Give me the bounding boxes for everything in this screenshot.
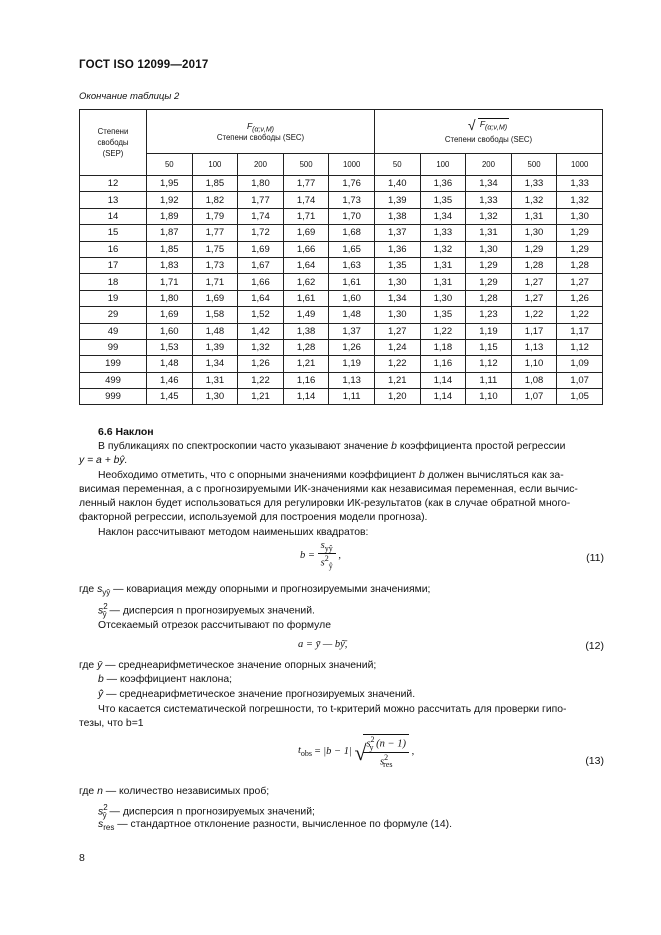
sec-column-header: 500 (283, 154, 329, 176)
value-cell: 1,17 (557, 323, 603, 339)
value-cell: 1,48 (192, 323, 238, 339)
value-cell: 1,17 (511, 323, 557, 339)
paragraph-1-formula: y = a + bŷ. (79, 455, 128, 466)
value-cell: 1,36 (420, 176, 466, 192)
value-cell: 1,34 (420, 208, 466, 224)
value-cell: 1,32 (511, 192, 557, 208)
value-cell: 1,11 (466, 372, 512, 388)
table-row (80, 323, 603, 339)
value-cell: 1,75 (192, 241, 238, 257)
value-cell: 1,48 (147, 356, 193, 372)
value-cell: 1,16 (420, 356, 466, 372)
value-cell: 1,31 (420, 274, 466, 290)
value-cell: 1,82 (192, 192, 238, 208)
value-cell: 1,21 (374, 372, 420, 388)
value-cell: 1,29 (557, 241, 603, 257)
value-cell: 1,14 (420, 389, 466, 405)
sep-cell: 199 (80, 356, 147, 372)
value-cell: 1,21 (238, 389, 284, 405)
value-cell: 1,73 (329, 192, 375, 208)
value-cell: 1,64 (238, 290, 284, 306)
group1-label: Степени свободы (SEC) (216, 133, 305, 143)
value-cell: 1,70 (329, 208, 375, 224)
group2-label: Степени свободы (SEC) (444, 134, 533, 144)
table-row (80, 389, 603, 405)
value-cell: 1,85 (192, 176, 238, 192)
paragraph-4: Отсекаемый отрезок рассчитывают по формуле (98, 620, 331, 631)
value-cell: 1,34 (192, 356, 238, 372)
value-cell: 1,77 (283, 176, 329, 192)
value-cell: 1,29 (511, 241, 557, 257)
sep-cell: 19 (80, 290, 147, 306)
value-cell: 1,19 (466, 323, 512, 339)
value-cell: 1,85 (147, 241, 193, 257)
value-cell: 1,35 (420, 307, 466, 323)
value-cell: 1,77 (192, 225, 238, 241)
where-4: b — коэффициент наклона; (98, 674, 233, 685)
table-caption: Окончание таблицы 2 (79, 91, 180, 102)
section-heading: 6.6 Наклон (98, 426, 154, 438)
value-cell: 1,11 (329, 389, 375, 405)
value-cell: 1,60 (147, 323, 193, 339)
paragraph-3: Наклон рассчитывают методом наименьших квадратов: (98, 527, 369, 538)
value-cell: 1,35 (420, 192, 466, 208)
value-cell: 1,08 (511, 372, 557, 388)
value-cell: 1,39 (192, 339, 238, 355)
table-row (80, 307, 603, 323)
value-cell: 1,32 (557, 192, 603, 208)
value-cell: 1,38 (283, 323, 329, 339)
where-2: $s^2_ŷ$ — дисперсия n прогнозируемых значений. (98, 602, 315, 619)
equation-11-number: (11) (586, 552, 604, 564)
value-cell: 1,37 (374, 225, 420, 241)
sep-cell: 17 (80, 257, 147, 273)
value-cell: 1,58 (192, 307, 238, 323)
sec-column-header: 50 (374, 154, 420, 176)
paragraph-5-line1: Что касается систематической погрешности, то t-критерий можно рассчитать для проверки гипо- (98, 704, 567, 715)
sec-column-header: 1000 (557, 154, 603, 176)
table-row (80, 339, 603, 355)
value-cell: 1,28 (283, 339, 329, 355)
value-cell: 1,71 (192, 274, 238, 290)
value-cell: 1,31 (420, 257, 466, 273)
value-cell: 1,95 (147, 176, 193, 192)
value-cell: 1,89 (147, 208, 193, 224)
value-cell: 1,33 (466, 192, 512, 208)
value-cell: 1,65 (329, 241, 375, 257)
value-cell: 1,33 (557, 176, 603, 192)
document-title: ГОСТ ISO 12099—2017 (79, 59, 209, 71)
sep-cell: 16 (80, 241, 147, 257)
value-cell: 1,05 (557, 389, 603, 405)
value-cell: 1,64 (283, 257, 329, 273)
where-6: где n — количество независимых проб; (79, 786, 270, 797)
equation-13-number: (13) (585, 755, 604, 767)
value-cell: 1,14 (283, 389, 329, 405)
page-number: 8 (79, 852, 85, 864)
table-row (80, 192, 603, 208)
sep-cell: 15 (80, 225, 147, 241)
value-cell: 1,46 (147, 372, 193, 388)
where-3: где ȳ — среднеарифметическое значение опорных значений; (79, 660, 377, 671)
value-cell: 1,07 (511, 389, 557, 405)
value-cell: 1,28 (511, 257, 557, 273)
value-cell: 1,39 (374, 192, 420, 208)
value-cell: 1,52 (238, 307, 284, 323)
f-distribution-table (79, 109, 603, 405)
value-cell: 1,69 (147, 307, 193, 323)
where-1: где $s_{yŷ}$ — ковариация между опорными и прогнозируемыми значениями; (79, 584, 431, 598)
value-cell: 1,30 (557, 208, 603, 224)
equation-13-sqrt: √ $\frac{s^2_y (n - 1)}{s^2_{res}}$ (354, 734, 409, 769)
sec-column-header: 100 (420, 154, 466, 176)
value-cell: 1,45 (147, 389, 193, 405)
value-cell: 1,22 (238, 372, 284, 388)
where-7: $s^2_ŷ$ — дисперсия n прогнозируемых значений; (98, 803, 315, 820)
value-cell: 1,15 (466, 339, 512, 355)
value-cell: 1,27 (374, 323, 420, 339)
group2-symbol (375, 119, 602, 132)
value-cell: 1,30 (374, 307, 420, 323)
value-cell: 1,62 (283, 274, 329, 290)
value-cell: 1,92 (147, 192, 193, 208)
value-cell: 1,80 (147, 290, 193, 306)
value-cell: 1,27 (511, 274, 557, 290)
value-cell: 1,12 (557, 339, 603, 355)
table-row (80, 176, 603, 192)
sep-cell: 49 (80, 323, 147, 339)
value-cell: 1,53 (147, 339, 193, 355)
value-cell: 1,09 (557, 356, 603, 372)
value-cell: 1,77 (238, 192, 284, 208)
sec-column-header: 200 (238, 154, 284, 176)
group1-symbol: $F_{(\alpha;\nu,M)}$ (246, 120, 275, 134)
value-cell: 1,42 (238, 323, 284, 339)
value-cell: 1,73 (192, 257, 238, 273)
value-cell: 1,22 (420, 323, 466, 339)
value-cell: 1,12 (466, 356, 512, 372)
value-cell: 1,22 (511, 307, 557, 323)
value-cell: 1,18 (420, 339, 466, 355)
paragraph-2-line3: ленный наклон будет использоваться для регулировки ИК-результатов (как в случае обратной много- (79, 498, 571, 509)
value-cell: 1,61 (283, 290, 329, 306)
paragraph-2-line2: висимая переменная, а с прогнозируемыми ИК-значениями как независимая переменная, если вычис- (79, 484, 578, 495)
value-cell: 1,33 (511, 176, 557, 192)
value-cell: 1,13 (511, 339, 557, 355)
table-row (80, 225, 603, 241)
value-cell: 1,33 (420, 225, 466, 241)
value-cell: 1,19 (329, 356, 375, 372)
value-cell: 1,27 (511, 290, 557, 306)
row-header-label: Степени свободы (SEP) (97, 127, 129, 158)
value-cell: 1,34 (466, 176, 512, 192)
value-cell: 1,69 (192, 290, 238, 306)
value-cell: 1,71 (147, 274, 193, 290)
table-row (80, 241, 603, 257)
value-cell: 1,38 (374, 208, 420, 224)
value-cell: 1,27 (557, 274, 603, 290)
value-cell: 1,69 (283, 225, 329, 241)
table-row (80, 372, 603, 388)
value-cell: 1,16 (283, 372, 329, 388)
value-cell: 1,74 (238, 208, 284, 224)
equation-11: b = $\frac{s_{yŷ}}{s^2_ŷ}$ , (300, 540, 341, 571)
value-cell: 1,36 (374, 241, 420, 257)
equation-11-fraction: $\frac{s_{yŷ}}{s^2_ŷ}$ (318, 540, 336, 571)
value-cell: 1,49 (283, 307, 329, 323)
value-cell: 1,79 (192, 208, 238, 224)
equation-12-number: (12) (585, 640, 604, 652)
value-cell: 1,14 (420, 372, 466, 388)
value-cell: 1,13 (329, 372, 375, 388)
equation-13: $t_{obs} = |b - 1|$ √ $\frac{s^2_y (n - 1)}{s^2_{res}}$ , (298, 735, 415, 770)
group2-header (374, 110, 602, 154)
value-cell: 1,07 (557, 372, 603, 388)
paragraph-2-line1: Необходимо отметить, что с опорными значениями коэффициент b должен вычисляться как за- (98, 470, 564, 481)
sec-column-header: 100 (192, 154, 238, 176)
value-cell: 1,67 (238, 257, 284, 273)
value-cell: 1,30 (466, 241, 512, 257)
value-cell: 1,66 (283, 241, 329, 257)
sep-cell: 14 (80, 208, 147, 224)
group1-header (147, 110, 375, 154)
sep-cell: 13 (80, 192, 147, 208)
value-cell: 1,32 (420, 241, 466, 257)
where-5: ŷ̄ — среднеарифметическое значение прогнозируемых значений. (98, 689, 416, 700)
value-cell: 1,34 (374, 290, 420, 306)
value-cell: 1,10 (466, 389, 512, 405)
value-cell: 1,37 (329, 323, 375, 339)
value-cell: 1,60 (329, 290, 375, 306)
value-cell: 1,22 (557, 307, 603, 323)
row-header (80, 110, 147, 176)
value-cell: 1,61 (329, 274, 375, 290)
value-cell: 1,10 (511, 356, 557, 372)
value-cell: 1,69 (238, 241, 284, 257)
value-cell: 1,29 (557, 225, 603, 241)
value-cell: 1,80 (238, 176, 284, 192)
value-cell: 1,30 (192, 389, 238, 405)
table-row (80, 257, 603, 273)
value-cell: 1,30 (511, 225, 557, 241)
table-row (80, 290, 603, 306)
value-cell: 1,21 (283, 356, 329, 372)
sep-cell: 499 (80, 372, 147, 388)
value-cell: 1,30 (420, 290, 466, 306)
value-cell: 1,32 (238, 339, 284, 355)
sec-column-header: 50 (147, 154, 193, 176)
value-cell: 1,72 (238, 225, 284, 241)
table-row (80, 274, 603, 290)
value-cell: 1,63 (329, 257, 375, 273)
value-cell: 1,26 (329, 339, 375, 355)
paragraph-5-line2: тезы, что b=1 (79, 718, 144, 729)
sep-cell: 29 (80, 307, 147, 323)
value-cell: 1,24 (374, 339, 420, 355)
value-cell: 1,32 (466, 208, 512, 224)
value-cell: 1,71 (283, 208, 329, 224)
value-cell: 1,74 (283, 192, 329, 208)
sep-cell: 18 (80, 274, 147, 290)
sep-cell: 999 (80, 389, 147, 405)
paragraph-2-line4: факторной регрессии, используемой для построения модели прогноза). (79, 512, 428, 523)
value-cell: 1,48 (329, 307, 375, 323)
value-cell: 1,26 (557, 290, 603, 306)
value-cell: 1,20 (374, 389, 420, 405)
sec-column-header: 1000 (329, 154, 375, 176)
value-cell: 1,35 (374, 257, 420, 273)
value-cell: 1,22 (374, 356, 420, 372)
equation-12: a = ȳ — bŷ̄, (298, 639, 348, 650)
value-cell: 1,28 (466, 290, 512, 306)
value-cell: 1,76 (329, 176, 375, 192)
sqrt-sign: √ $F_{(\alpha;\nu,M)}$ (467, 117, 508, 134)
value-cell: 1,31 (511, 208, 557, 224)
where-8: $s_{res}$ — стандартное отклонение разности, вычисленное по формуле (14). (98, 819, 452, 833)
value-cell: 1,29 (466, 274, 512, 290)
value-cell: 1,66 (238, 274, 284, 290)
value-cell: 1,68 (329, 225, 375, 241)
value-cell: 1,87 (147, 225, 193, 241)
sec-column-header: 200 (466, 154, 512, 176)
value-cell: 1,28 (557, 257, 603, 273)
table-row (80, 356, 603, 372)
value-cell: 1,30 (374, 274, 420, 290)
value-cell: 1,40 (374, 176, 420, 192)
table-row (80, 208, 603, 224)
sec-column-header: 500 (511, 154, 557, 176)
value-cell: 1,26 (238, 356, 284, 372)
value-cell: 1,31 (192, 372, 238, 388)
sep-cell: 99 (80, 339, 147, 355)
value-cell: 1,31 (466, 225, 512, 241)
value-cell: 1,29 (466, 257, 512, 273)
value-cell: 1,23 (466, 307, 512, 323)
paragraph-1: В публикациях по спектроскопии часто указывают значение b коэффициента простой регрессии (98, 441, 566, 452)
value-cell: 1,83 (147, 257, 193, 273)
sep-cell: 12 (80, 176, 147, 192)
